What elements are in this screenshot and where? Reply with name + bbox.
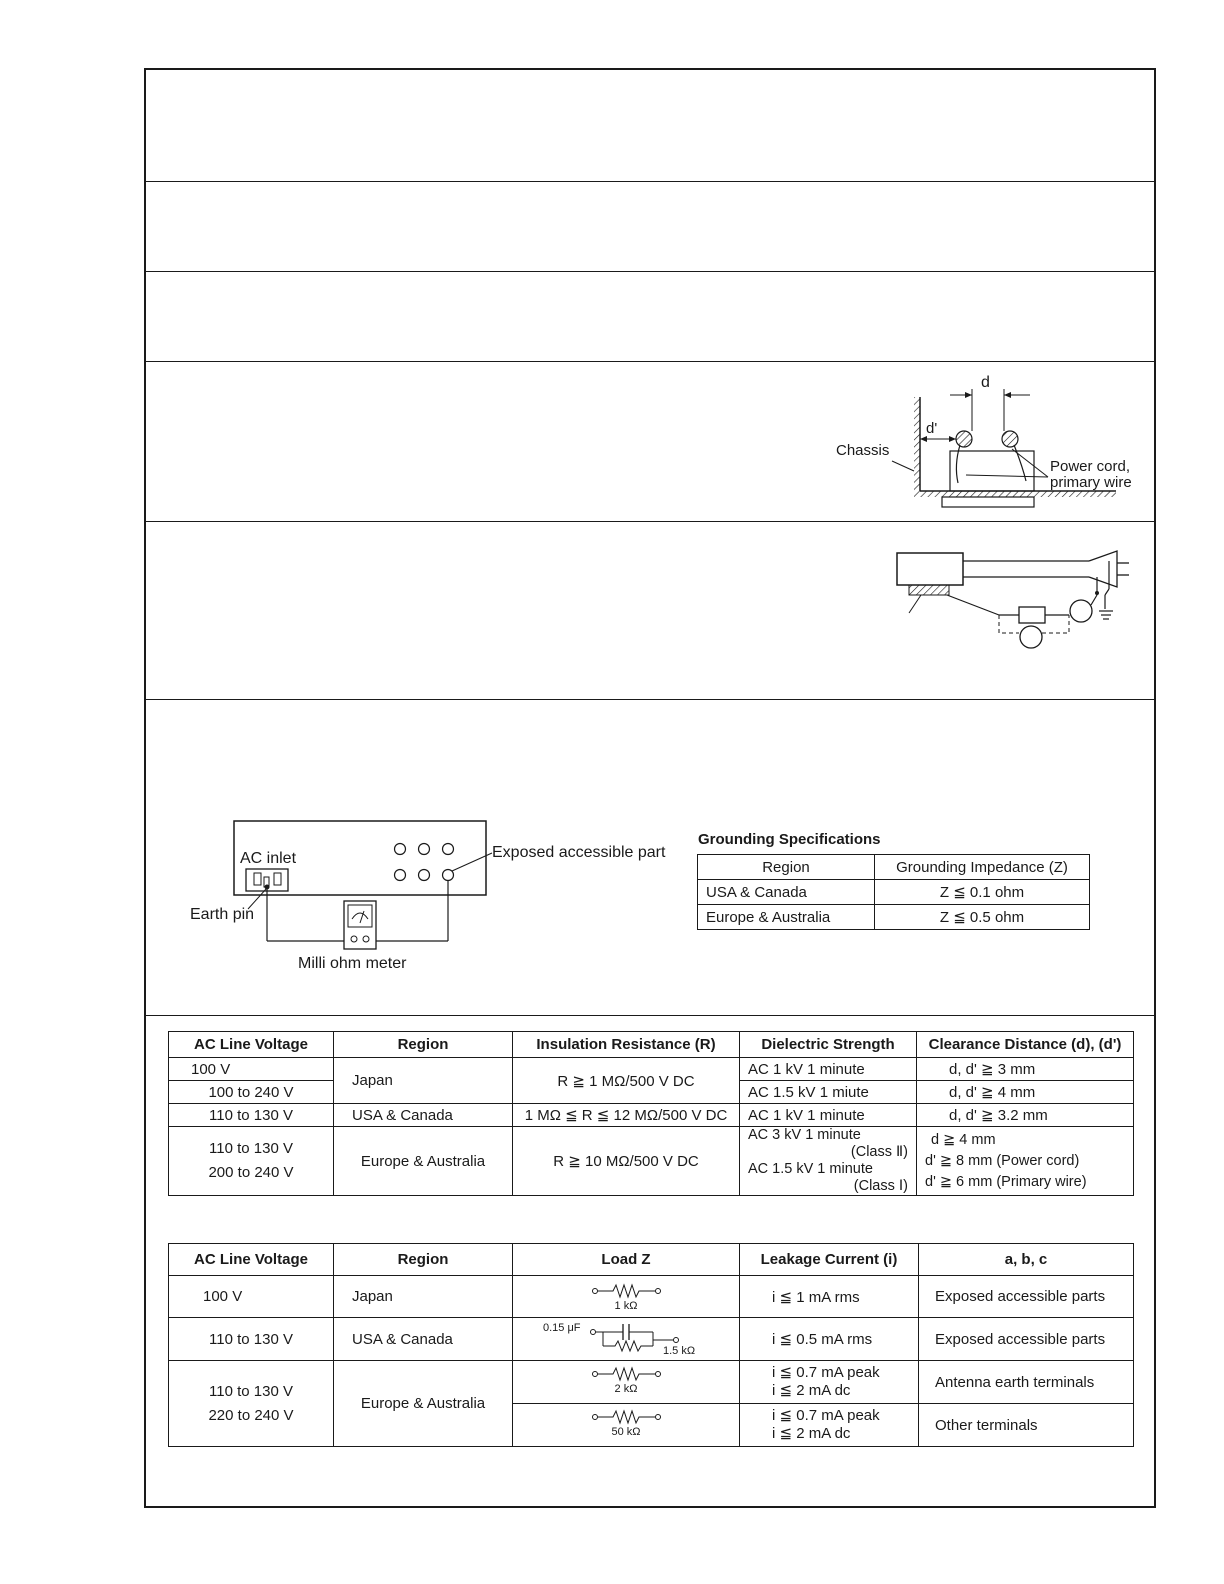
leakage-cell: Europe & Australia [334,1361,513,1447]
rc-load-icon [541,1318,711,1356]
section-leakage-figure [146,521,1154,700]
leakage-cell [740,1404,919,1447]
clearance-diagram [826,365,1156,515]
leakage-current-b: i ≦ 2 mA dc [772,1425,851,1442]
insulation-cell [917,1127,1134,1196]
insulation-cell: 1 MΩ ≦ R ≦ 12 MΩ/500 V DC [513,1104,740,1127]
leakage-cell: i ≦ 0.5 mA rms [740,1318,919,1361]
grounding-diagram [186,813,686,973]
chassis-wall [914,397,920,497]
leakage-load-cell [513,1276,740,1318]
insulation-cell: d, d' ≧ 4 mm [917,1081,1134,1104]
grounding-table-title: Grounding Specifications [698,831,881,848]
class-b: (Class Ⅰ) [853,1178,908,1194]
device-box [897,553,963,585]
leakage-current-a: i ≦ 0.7 mA peak [772,1364,880,1381]
insulation-cell: d, d' ≧ 3.2 mm [917,1104,1134,1127]
leakage-header: Load Z [513,1244,740,1276]
leakage-header: Region [334,1244,513,1276]
load-res-label: 1.5 kΩ [663,1345,696,1356]
grounding-cell: USA & Canada [698,880,875,905]
label-power-cord: Power cord, [1050,458,1131,475]
label-earth-pin: Earth pin [190,906,255,923]
section-2 [146,181,1154,272]
insulation-table [168,1031,1134,1196]
grounding-cell: Z ≦ 0.1 ohm [875,880,1090,905]
page-frame [144,68,1156,1508]
section-1 [146,70,1154,182]
leakage-table [168,1243,1134,1447]
clearance-a: d ≧ 4 mm [931,1131,996,1148]
dielectric-a: AC 3 kV 1 minute [748,1127,861,1143]
leakage-cell: Japan [334,1276,513,1318]
leakage-load-cell [513,1318,740,1361]
leakage-cell: 100 V [169,1276,334,1318]
leakage-current-b: i ≦ 2 mA dc [772,1382,851,1399]
grounding-cell: Z ≦ 0.5 ohm [875,905,1090,930]
grounding-table [697,854,1090,930]
section-spec-tables [146,1015,1154,1506]
insulation-cell: AC 1 kV 1 minute [740,1104,917,1127]
leakage-load-cell [513,1404,740,1447]
load-label: 2 kΩ [614,1383,638,1395]
insulation-cell [740,1127,917,1196]
grounding-header-impedance: Grounding Impedance (Z) [875,855,1090,880]
insulation-header: Region [334,1032,513,1058]
grounding-cell: Europe & Australia [698,905,875,930]
grounding-header-region: Region [698,855,875,880]
leakage-cell: 110 to 130 V [169,1318,334,1361]
label-chassis: Chassis [836,442,890,459]
load-resistor [1019,607,1045,623]
insulation-cell: Europe & Australia [334,1127,513,1196]
insulation-cell: 110 to 130 V [169,1104,334,1127]
load-cap-label: 0.15 μF [543,1322,581,1334]
resistor-1k-icon [561,1277,691,1313]
leakage-voltage-a: 110 to 130 V [209,1382,293,1400]
insulation-cell: AC 1 kV 1 minute [740,1058,917,1081]
label-exposed-part: Exposed accessible part [492,844,666,861]
insulation-cell: R ≧ 1 MΩ/500 V DC [513,1058,740,1104]
insulation-cell: AC 1.5 kV 1 miute [740,1081,917,1104]
insulation-header: AC Line Voltage [169,1032,334,1058]
resistor-2k-icon [561,1362,691,1398]
leakage-load-cell [513,1361,740,1404]
insulation-header: Dielectric Strength [740,1032,917,1058]
exposed-part-terminal [443,870,454,881]
leakage-voltage-b: 220 to 240 V [208,1406,294,1424]
section-clearance [146,361,1154,522]
leakage-header: AC Line Voltage [169,1244,334,1276]
clearance-c: d' ≧ 6 mm (Primary wire) [925,1173,1087,1190]
clearance-b: d' ≧ 8 mm (Power cord) [925,1152,1080,1169]
leakage-test-diagram [891,549,1156,659]
leakage-cell: Other terminals [919,1404,1134,1447]
insulation-voltage-b: 200 to 240 V [208,1164,294,1181]
class-a: (Class Ⅱ) [850,1144,908,1160]
label-d: d [981,374,990,391]
section-3 [146,271,1154,362]
resistor-50k-icon [561,1405,691,1441]
section-grounding [146,699,1154,1016]
label-primary-wire: primary wire [1050,474,1132,491]
leakage-cell: Exposed accessible parts [919,1318,1134,1361]
insulation-cell: USA & Canada [334,1104,513,1127]
leakage-header: a, b, c [919,1244,1134,1276]
plug-icon [1089,551,1117,587]
wire-2 [1002,431,1018,447]
insulation-cell: 100 to 240 V [169,1081,334,1104]
label-ac-inlet: AC inlet [240,850,297,867]
load-label: 1 kΩ [614,1299,638,1312]
milli-ohm-meter-icon [344,901,376,949]
insulation-header: Insulation Resistance (R) [513,1032,740,1058]
meter-icon [1070,600,1092,622]
insulation-cell: d, d' ≧ 3 mm [917,1058,1134,1081]
label-dprime: d' [926,420,938,437]
load-label: 50 kΩ [611,1426,641,1438]
leakage-cell [169,1361,334,1447]
insulation-cell [169,1127,334,1196]
insulation-cell: Japan [334,1058,513,1104]
label-milli-ohm-meter: Milli ohm meter [298,955,407,972]
leakage-header: Leakage Current (i) [740,1244,919,1276]
insulation-cell: R ≧ 10 MΩ/500 V DC [513,1127,740,1196]
leakage-cell: Antenna earth terminals [919,1361,1134,1404]
leakage-current-a: i ≦ 0.7 mA peak [772,1407,880,1424]
leakage-cell [740,1361,919,1404]
insulation-cell: 100 V [169,1058,334,1081]
leakage-cell: i ≦ 1 mA rms [740,1276,919,1318]
insulation-header: Clearance Distance (d), (d') [917,1032,1134,1058]
leakage-cell: Exposed accessible parts [919,1276,1134,1318]
wire-1 [956,431,972,447]
insulation-voltage-a: 110 to 130 V [209,1140,293,1157]
component-block [950,451,1034,491]
leakage-cell: USA & Canada [334,1318,513,1361]
chassis-floor [920,491,1116,497]
dielectric-b: AC 1.5 kV 1 minute [748,1161,873,1177]
